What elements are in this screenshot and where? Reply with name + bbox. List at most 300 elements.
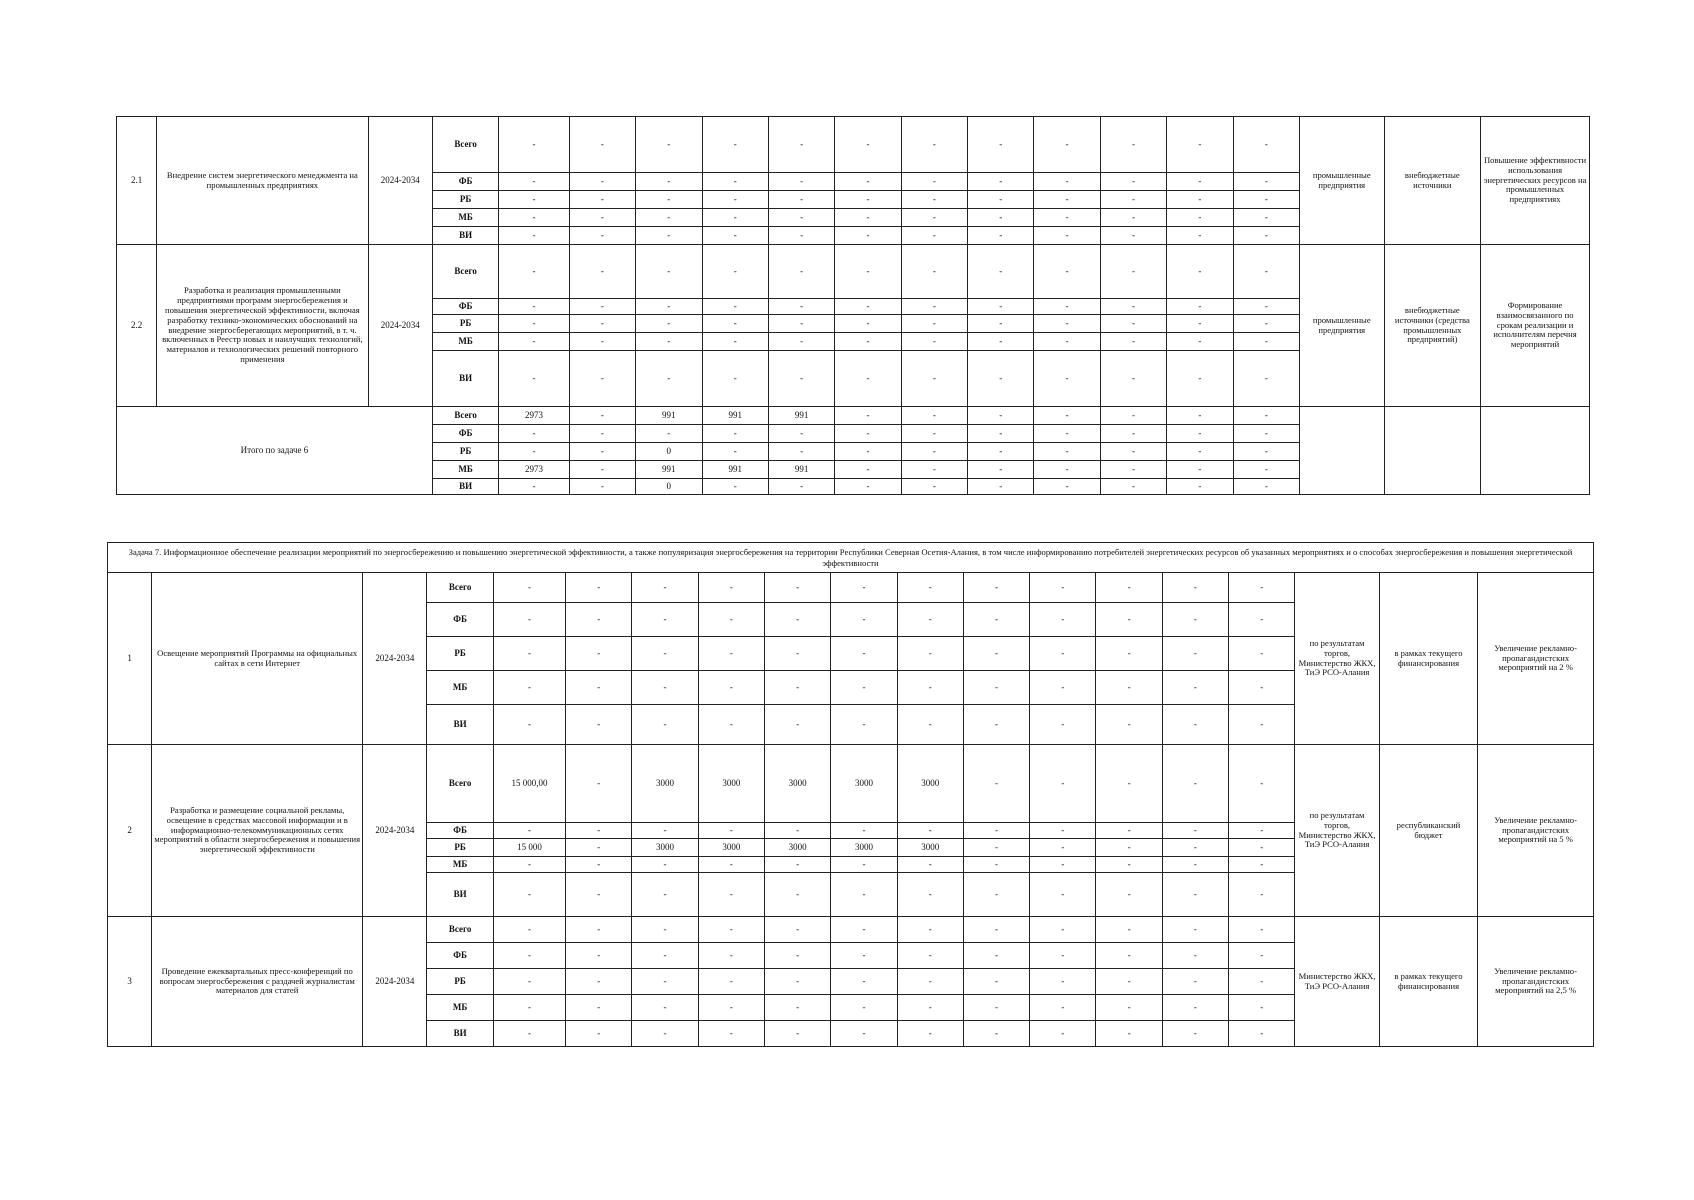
year-value: - [1100,227,1166,245]
year-value: - [636,299,702,315]
year-value: - [1162,995,1228,1021]
total-value: - [901,461,967,479]
measure-funding: внебюджетные источники (средства промышленных предприятий) [1384,245,1481,407]
year-value: - [901,191,967,209]
total-value: - [636,425,702,443]
year-value: - [1034,299,1100,315]
funding-source-label: Всего [427,745,493,823]
year-value: - [835,227,901,245]
measure-period: 2024-2034 [363,745,427,917]
year-value: - [835,315,901,333]
year-value: - [835,209,901,227]
year-value: - [632,823,698,839]
measure-executor: по результатам торгов, Министерство ЖКХ, ТиЭ РСО-Алания [1295,745,1379,917]
year-value: - [963,873,1029,917]
year-value: - [499,227,569,245]
year-value: - [963,745,1029,823]
year-value: - [566,637,632,671]
year-value: - [1030,671,1096,705]
funding-source-label: ВИ [427,1021,493,1047]
year-value: - [569,315,635,333]
year-value: 3000 [632,839,698,857]
year-value: - [1030,995,1096,1021]
funding-source-label: РБ [427,839,493,857]
year-value: - [702,227,768,245]
program-table-task6 [116,116,1590,495]
year-value: - [963,1021,1029,1047]
year-value: - [566,839,632,857]
year-value: - [897,1021,963,1047]
year-value: - [765,823,831,839]
year-value: 3000 [897,745,963,823]
year-value: - [1030,839,1096,857]
year-value: - [1233,351,1299,407]
year-value: - [1229,943,1295,969]
year-value: - [636,209,702,227]
funding-source-label: ВИ [427,705,493,745]
funding-source-label: ФБ [427,943,493,969]
measure-result: Увеличение рекламно-пропагандистских мероприятий на 2 % [1478,573,1594,745]
year-value: - [831,873,897,917]
year-value: - [493,603,565,637]
year-value: - [968,351,1034,407]
total-value: - [901,425,967,443]
year-value: - [1030,603,1096,637]
year-value: - [835,333,901,351]
year-value: - [1096,943,1162,969]
year-value: - [493,671,565,705]
year-value: - [566,857,632,873]
year-value: - [566,995,632,1021]
total-value: - [968,407,1034,425]
total-value: - [569,461,635,479]
year-value: - [831,917,897,943]
year-value: - [632,873,698,917]
year-value: - [1030,1021,1096,1047]
measure-executor: промышленные предприятия [1300,117,1385,245]
year-value: - [499,245,569,299]
year-value: - [566,917,632,943]
year-value: - [968,333,1034,351]
year-value: - [768,227,834,245]
year-value: - [765,671,831,705]
year-value: - [1167,299,1233,315]
year-value: - [493,943,565,969]
year-value: - [1100,173,1166,191]
year-value: - [1233,117,1299,173]
year-value: - [765,705,831,745]
task-7-title: Задача 7. Информационное обеспечение реализации мероприятий по энергосбережению и повышению энергетической эффективности, а также популяризация энергосбережения на территории Республики Северная Осетия-Алания, в том числе информированию потребителей энергетических ресурсов об указанных мероприятиях и о способах энергосбережения и повышения энергетической эффективности [108,543,1594,573]
year-value: - [1030,705,1096,745]
year-value: - [566,873,632,917]
year-value: - [1096,823,1162,839]
measure-result: Повышение эффективности использования энергетических ресурсов на промышленных предприятиях [1481,117,1590,245]
total-value: - [968,479,1034,495]
total-value: - [702,479,768,495]
year-value: - [702,351,768,407]
total-value: - [768,443,834,461]
year-value: - [1096,873,1162,917]
total-value: - [1100,479,1166,495]
year-value: - [831,857,897,873]
total-value: - [499,479,569,495]
total-value: - [1233,407,1299,425]
year-value: - [569,209,635,227]
year-value: - [566,705,632,745]
year-value: - [835,117,901,173]
year-value: - [698,969,764,995]
year-value: - [1233,299,1299,315]
year-value: - [698,943,764,969]
year-value: - [1229,671,1295,705]
year-value: - [632,573,698,603]
funding-source-label: ВИ [432,227,498,245]
year-value: - [768,117,834,173]
total-value: - [1034,425,1100,443]
year-value: 3000 [632,745,698,823]
total-value: - [1100,461,1166,479]
year-value: - [493,969,565,995]
year-value: - [698,705,764,745]
table-row [108,917,1594,943]
funding-source-label: РБ [427,969,493,995]
year-value: - [1030,917,1096,943]
year-value: - [702,333,768,351]
year-value: - [1096,705,1162,745]
funding-source-label: Всего [427,573,493,603]
year-value: - [831,603,897,637]
year-value: - [963,637,1029,671]
year-value: 3000 [897,839,963,857]
year-value: - [901,315,967,333]
year-value: - [636,333,702,351]
funding-source-label: МБ [432,209,498,227]
year-value: - [1030,745,1096,823]
total-value: - [569,479,635,495]
funding-source-label: РБ [432,443,498,461]
total-value: - [968,443,1034,461]
total-value: - [499,443,569,461]
year-value: - [499,315,569,333]
year-value: - [566,1021,632,1047]
year-value: - [493,917,565,943]
year-value: - [963,823,1029,839]
funding-source-label: МБ [427,995,493,1021]
year-value: - [698,671,764,705]
total-value: - [702,425,768,443]
year-value: - [968,117,1034,173]
year-value: - [632,603,698,637]
year-value: - [1030,637,1096,671]
total-value: 2973 [499,461,569,479]
year-value: - [1233,245,1299,299]
measure-number: 2.1 [117,117,157,245]
year-value: - [765,943,831,969]
year-value: - [1229,857,1295,873]
year-value: - [1162,857,1228,873]
total-value: - [968,425,1034,443]
total-value: - [1233,479,1299,495]
funding-source-label: ФБ [427,603,493,637]
total-value: - [1100,443,1166,461]
year-value: - [569,333,635,351]
year-value: - [1034,315,1100,333]
year-value: - [1162,573,1228,603]
year-value: - [968,299,1034,315]
year-value: - [1030,573,1096,603]
year-value: - [566,573,632,603]
year-value: - [765,857,831,873]
measure-funding: в рамках текущего финансирования [1379,917,1477,1047]
year-value: - [1233,209,1299,227]
year-value: - [831,1021,897,1047]
total-value: - [1034,461,1100,479]
year-value: - [1229,745,1295,823]
total-row [117,407,1590,425]
year-value: - [963,573,1029,603]
year-value: - [493,857,565,873]
total-value: - [1167,461,1233,479]
measure-name: Внедрение систем энергетического менеджмента на промышленных предприятиях [157,117,368,245]
total-value: - [901,479,967,495]
year-value: - [1100,245,1166,299]
total-value: - [835,443,901,461]
year-value: - [768,333,834,351]
funding-source-label: ВИ [432,479,498,495]
year-value: - [901,227,967,245]
year-value: - [768,209,834,227]
year-value: - [499,351,569,407]
year-value: - [1034,351,1100,407]
year-value: - [566,823,632,839]
measure-funding: внебюджетные источники [1384,117,1481,245]
year-value: 3000 [831,839,897,857]
year-value: - [897,671,963,705]
year-value: - [897,705,963,745]
year-value: - [831,823,897,839]
year-value: - [1229,705,1295,745]
total-value: - [1034,479,1100,495]
total-value: - [1100,425,1166,443]
total-value: - [835,425,901,443]
year-value: - [897,603,963,637]
year-value: - [493,637,565,671]
measure-funding: в рамках текущего финансирования [1379,573,1477,745]
year-value: - [632,1021,698,1047]
total-value: - [1233,425,1299,443]
year-value: - [1096,637,1162,671]
year-value: - [1096,969,1162,995]
year-value: - [1162,637,1228,671]
year-value: - [1162,603,1228,637]
year-value: - [835,245,901,299]
total-value: 991 [636,407,702,425]
year-value: - [831,943,897,969]
year-value: - [1034,209,1100,227]
year-value: - [1167,333,1233,351]
year-value: - [698,873,764,917]
year-value: - [698,603,764,637]
year-value: - [768,173,834,191]
year-value: - [963,603,1029,637]
funding-source-label: ВИ [432,351,498,407]
total-executor-empty [1300,407,1385,495]
year-value: - [569,191,635,209]
year-value: - [1100,315,1166,333]
year-value: - [499,209,569,227]
funding-source-label: ФБ [427,823,493,839]
table-row [108,745,1594,823]
year-value: - [636,117,702,173]
year-value: - [768,351,834,407]
measure-number: 2 [108,745,152,917]
year-value: - [897,637,963,671]
measure-name: Разработка и реализация промышленными предприятиями программ энергосбережения и повышения энергетической эффективности, включая разработку технико-экономических обоснований на внедрение энергосберегающих мероприятий, в т. ч. включенных в Реестр новых и наилучших технологий, материалов и технологических решений повторного применения [157,245,368,407]
total-value: 2973 [499,407,569,425]
year-value: - [1162,917,1228,943]
year-value: - [968,245,1034,299]
total-value: - [1167,443,1233,461]
year-value: - [566,671,632,705]
year-value: - [1233,315,1299,333]
year-value: - [1167,173,1233,191]
total-value: - [901,407,967,425]
year-value: - [1229,823,1295,839]
year-value: - [1096,839,1162,857]
year-value: - [765,917,831,943]
year-value: - [1030,857,1096,873]
year-value: - [636,351,702,407]
year-value: 3000 [831,745,897,823]
year-value: - [1096,671,1162,705]
year-value: - [499,333,569,351]
year-value: - [1162,705,1228,745]
year-value: - [768,315,834,333]
total-value: - [1034,443,1100,461]
total-value: - [702,443,768,461]
year-value: - [632,857,698,873]
total-value: - [1034,407,1100,425]
year-value: - [1030,873,1096,917]
year-value: 3000 [765,839,831,857]
year-value: - [1096,745,1162,823]
year-value: - [1034,173,1100,191]
year-value: - [1162,1021,1228,1047]
total-value: - [1167,479,1233,495]
measure-result: Увеличение рекламно-пропагандистских мероприятий на 5 % [1478,745,1594,917]
total-value: - [768,479,834,495]
year-value: - [1167,191,1233,209]
year-value: - [636,227,702,245]
total-value: - [1100,407,1166,425]
year-value: - [1167,245,1233,299]
year-value: - [698,1021,764,1047]
funding-source-label: ФБ [432,173,498,191]
year-value: - [702,315,768,333]
year-value: - [1233,227,1299,245]
year-value: - [968,315,1034,333]
year-value: - [566,745,632,823]
total-value: - [835,461,901,479]
year-value: - [1100,209,1166,227]
funding-source-label: Всего [432,117,498,173]
year-value: - [1229,995,1295,1021]
measure-period: 2024-2034 [368,117,432,245]
year-value: 3000 [698,839,764,857]
year-value: - [499,299,569,315]
year-value: - [1162,671,1228,705]
year-value: - [968,191,1034,209]
total-value: 991 [702,407,768,425]
year-value: - [569,245,635,299]
year-value: - [1162,969,1228,995]
total-value: 0 [636,479,702,495]
total-funding-empty [1384,407,1481,495]
year-value: - [569,227,635,245]
year-value: - [1034,117,1100,173]
year-value: - [1096,917,1162,943]
year-value: - [897,857,963,873]
year-value: - [1229,1021,1295,1047]
year-value: - [1030,969,1096,995]
year-value: - [1100,299,1166,315]
total-value: 991 [768,407,834,425]
year-value: - [1233,173,1299,191]
year-value: - [901,173,967,191]
measure-result: Увеличение рекламно-пропагандистских мероприятий на 2,5 % [1478,917,1594,1047]
year-value: - [968,227,1034,245]
year-value: - [1229,637,1295,671]
total-value: - [569,443,635,461]
total-value: - [968,461,1034,479]
year-value: - [698,995,764,1021]
year-value: - [566,603,632,637]
year-value: - [702,191,768,209]
year-value: - [765,637,831,671]
year-value: - [1162,943,1228,969]
funding-source-label: ФБ [432,425,498,443]
year-value: - [901,333,967,351]
year-value: - [1030,943,1096,969]
measure-name: Проведение ежеквартальных пресс-конференций по вопросам энергосбережения с раздачей журналистам материалов для статей [152,917,363,1047]
total-value: 991 [702,461,768,479]
year-value: - [1233,191,1299,209]
funding-source-label: Всего [432,407,498,425]
total-value: - [569,425,635,443]
year-value: - [765,573,831,603]
year-value: - [768,191,834,209]
total-value: - [1167,407,1233,425]
year-value: - [765,1021,831,1047]
year-value: - [835,191,901,209]
year-value: - [831,671,897,705]
year-value: - [698,917,764,943]
year-value: - [499,191,569,209]
year-value: - [569,173,635,191]
total-value: 0 [636,443,702,461]
funding-source-label: МБ [432,461,498,479]
year-value: - [901,117,967,173]
funding-source-label: МБ [427,857,493,873]
year-value: - [897,995,963,1021]
year-value: - [698,823,764,839]
year-value: - [1100,191,1166,209]
year-value: - [632,671,698,705]
year-value: - [702,299,768,315]
measure-result: Формирование взаимосвязанного по срокам реализации и исполнителям перечня мероприятий [1481,245,1590,407]
year-value: - [1162,823,1228,839]
year-value: - [765,995,831,1021]
